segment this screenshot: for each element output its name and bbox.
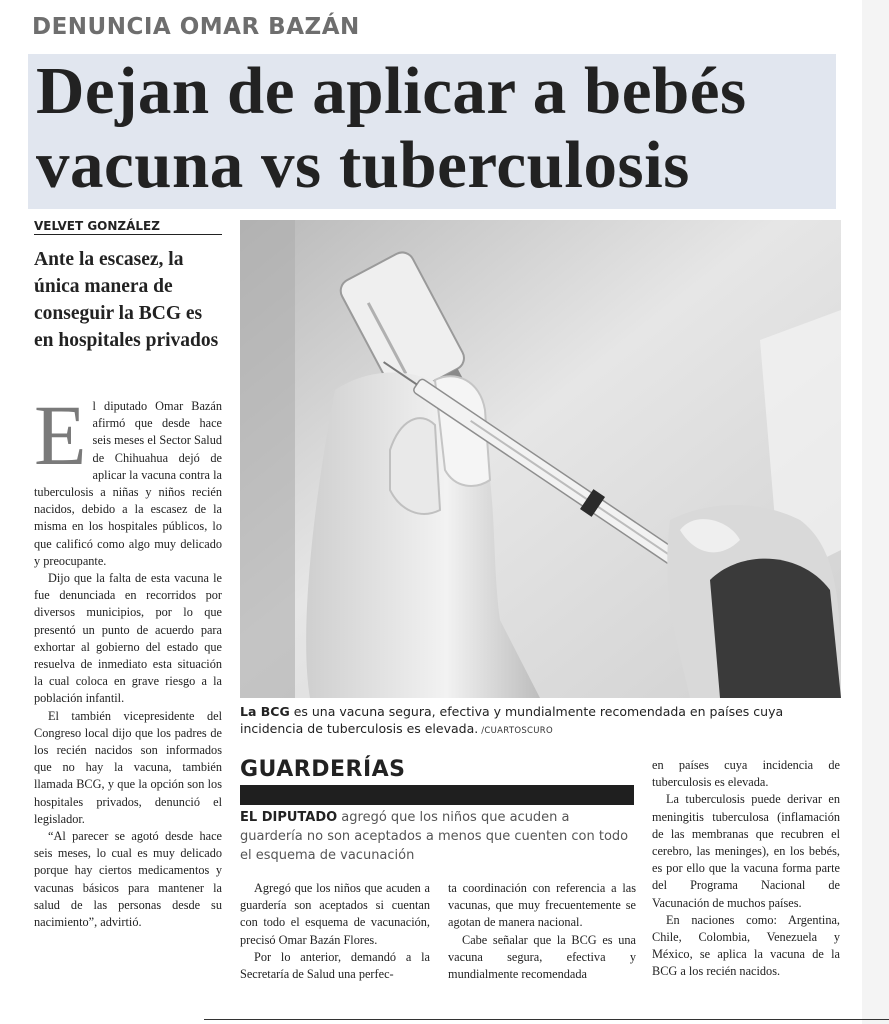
headline: Dejan de aplicar a bebés vacuna vs tuberculosis xyxy=(36,54,747,202)
paragraph: en países cuya incidencia de tuberculosis es elevada. xyxy=(652,758,840,790)
photo-illustration xyxy=(240,220,841,698)
section-lead-text: agregó que los niños que acuden a guardería no son aceptados a menos que cuenten con todo el esquema de vacunación xyxy=(240,810,629,863)
paragraph: l diputado Omar Bazán afirmó que desde hace seis meses el Sector Salud de Chihuahua dejó de aplicar la vacuna contra la tuberculosis a niñas y niños recién nacidos, debido a la escasez de la misma en los hospitales públicos, lo que calificó como algo muy delicado y preocupante. xyxy=(34,399,222,568)
article-column-4 xyxy=(652,757,840,981)
drop-cap: E xyxy=(34,387,87,483)
section-lead-strong: EL DIPUTADO xyxy=(240,810,338,825)
caption-lead: La BCG xyxy=(240,704,290,719)
paragraph: ta coordinación con referencia a las vacunas, que muy frecuentemente se agotan de manera nacional. xyxy=(448,881,636,930)
paragraph: En naciones como: Argentina, Chile, Colombia, Venezuela y México, se aplica la vacuna de la BCG a los recién nacidos. xyxy=(652,912,840,979)
byline-rule xyxy=(34,234,222,235)
kicker: DENUNCIA OMAR BAZÁN xyxy=(32,14,360,40)
paragraph: Por lo anterior, demandó a la Secretaría de Salud una perfec- xyxy=(240,949,430,982)
section-lead xyxy=(240,808,634,865)
paragraph: “Al parecer se agotó desde hace seis meses, lo cual es muy delicado porque hay ciertos medicamentos y vacunas básicos para mantener la salud de las personas desde su nacimiento”, advirtió. xyxy=(34,829,222,930)
section-bar xyxy=(240,785,634,805)
page-edge-shadow xyxy=(862,0,889,1024)
paragraph: Agregó que los niños que acuden a guardería son aceptados si cuentan con todo el esquema de vacunación, precisó Omar Bazán Flores. xyxy=(240,881,430,947)
article-column-3 xyxy=(448,880,636,983)
section-title: GUARDERÍAS xyxy=(240,757,406,782)
paragraph: La tuberculosis puede derivar en meningitis tuberculosa (inflamación de las membranas que recubren el cerebro, las meninges), en los bebés, es por ello que la vacuna forma parte del Programa Nacional de Vacunación de muchos países. xyxy=(652,792,840,910)
paragraph: El también vicepresidente del Congreso local dijo que los padres de los recién nacidos son informados que no hay la vacuna, también llamada BCG, y que la opción son los hospitales privados, denunció el legislador. xyxy=(34,708,222,826)
subhead: Ante la escasez, la única manera de conseguir la BCG es en hospitales privados xyxy=(34,249,219,351)
syringe-and-vial-photo xyxy=(240,220,841,698)
byline: VELVET GONZÁLEZ xyxy=(34,219,160,233)
article-column-1 xyxy=(34,387,222,931)
photo-caption xyxy=(240,703,840,740)
bottom-rule xyxy=(204,1019,889,1020)
article-column-2 xyxy=(240,880,430,983)
paragraph: Cabe señalar que la BCG es una vacuna segura, efectiva y mundialmente recomendada xyxy=(448,932,636,982)
photo-credit: /CUARTOSCURO xyxy=(478,726,553,736)
paragraph: Dijo que la falta de esta vacuna le fue denunciada en recorridos por diversos municipios, por lo que presentó un punto de acuerdo para exhortar al gobierno del estado que resuelva de inmediato esta situación la cual coloca en grave riesgo a la población infantil. xyxy=(34,571,222,706)
caption-text: es una vacuna segura, efectiva y mundialmente recomendada en países cuya incidencia de tuberculosis es elevada. xyxy=(240,704,784,736)
